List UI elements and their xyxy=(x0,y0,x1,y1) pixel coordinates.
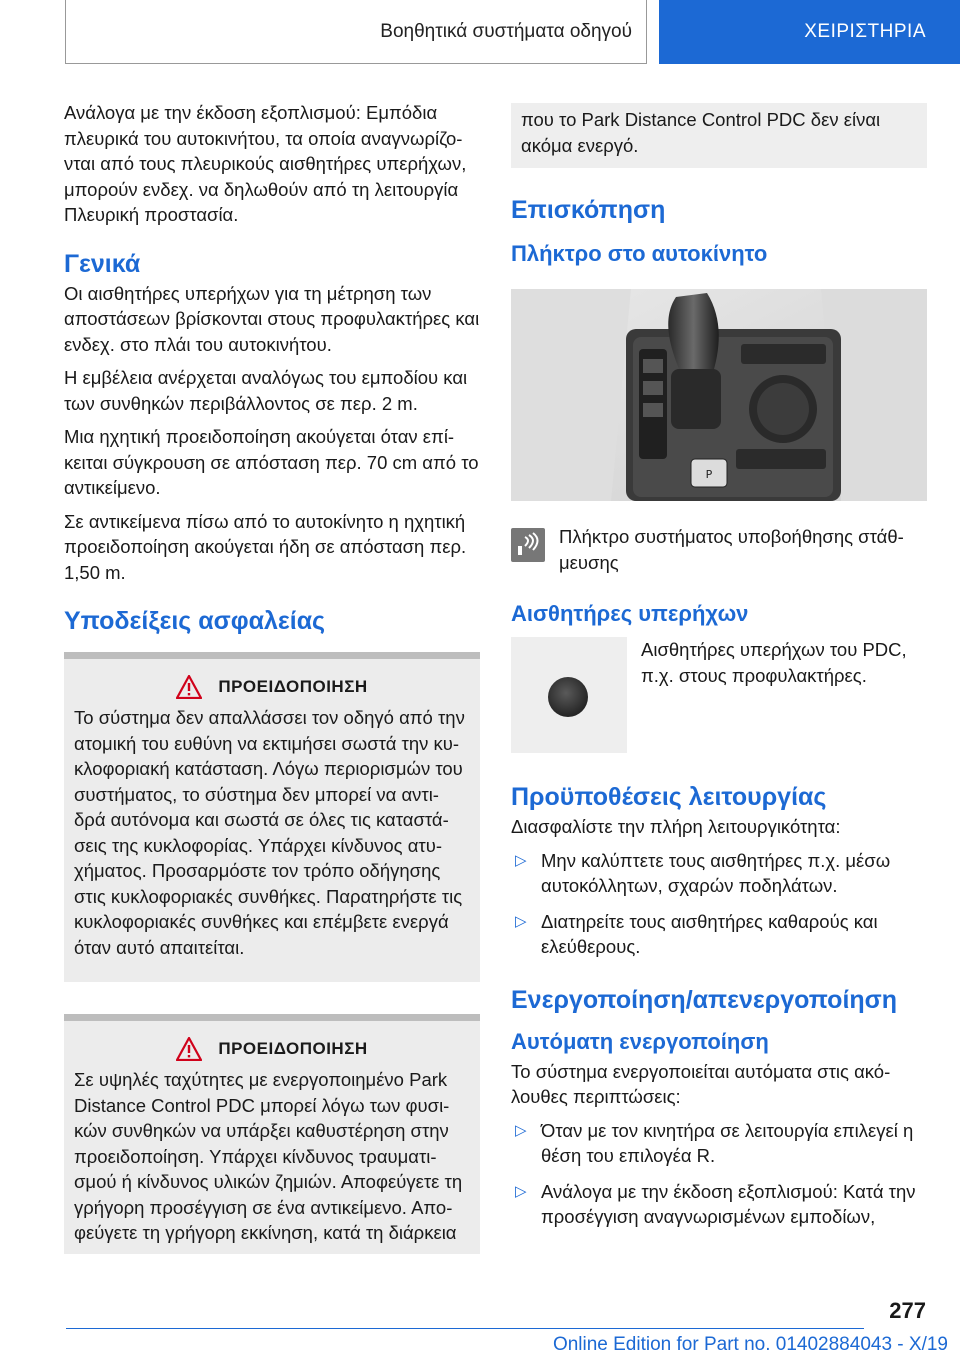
auto-intro: Το σύστημα ενεργοποιείται αυτόματα στις ακό-λουθες περιπτώσεις: xyxy=(511,1060,891,1107)
general-heading: Γενικά xyxy=(64,249,141,278)
preconditions-intro: Διασφαλίστε την πλήρη λειτουργικότητα: xyxy=(511,816,841,837)
warning-triangle-icon xyxy=(176,675,202,699)
header-chapter-tab xyxy=(659,0,960,64)
continuation-box xyxy=(511,103,927,168)
activation-heading: Ενεργοποίηση/απενεργοποίηση xyxy=(511,985,898,1014)
sensors-caption: Αισθητήρες υπερήχων του PDC, π.χ. στους προφυλακτήρες. xyxy=(641,639,907,686)
auto-list xyxy=(511,1118,927,1230)
page-number: 277 xyxy=(889,1298,926,1323)
continuation-text: που το Park Distance Control PDC δεν είναι ακόμα ενεργό. xyxy=(521,109,881,156)
parking-assist-icon xyxy=(511,528,545,562)
center-console-photo xyxy=(511,289,927,501)
header-section-text: Βοηθητικά συστήματα οδηγού xyxy=(380,20,632,42)
general-paragraph-2: Η εμβέλεια ανέρχεται αναλόγως του εμποδίου και των συνθηκών περιβάλλοντος σε περ. 2 m. xyxy=(64,367,468,414)
left-column xyxy=(64,100,480,1254)
bullet-marker: ▷ xyxy=(515,851,527,869)
warning-triangle-icon xyxy=(176,1037,202,1061)
button-caption-row xyxy=(511,524,927,583)
warning-title-2: ΠΡΟΕΙΔΟΠΟΙΗΣΗ xyxy=(218,1039,368,1058)
warning-title-row-2 xyxy=(74,1037,470,1061)
overview-heading: Επισκόπηση xyxy=(511,196,666,224)
bullet-marker: ▷ xyxy=(515,1121,527,1139)
warning-box-2 xyxy=(64,1014,480,1254)
auto-heading: Αυτόματη ενεργοποίηση xyxy=(511,1028,769,1054)
list-item: ▷ Όταν με τον κινητήρα σε λειτουργία επιλεγεί η θέση του επιλογέα R. xyxy=(515,1119,914,1166)
warning-text-2: Σε υψηλές ταχύτητες με ενεργοποιημένο Park Distance Control PDC μπορεί λόγω των φυσι-κών συνθηκών να υπάρξει καθυστέρηση στην προειδοποίηση. Υπάρχει κίνδυνος τραυματι-σμού ή κίνδυνος υλικών ζημιών. Αποφεύγετε τη γρήγορη προσέγγιση σε ένα αντικείμενο. Απο-φεύγετε τη γρήγορη εκκίνηση, κατά τη διάρκεια xyxy=(74,1069,463,1243)
warning-text-1: Το σύστημα δεν απαλλάσσει τον οδηγό από την ατομική του ευθύνη να εκτιμήσει σωστά την κυ-κλοφοριακή κατάσταση. Λόγω περιορισμών του συστήματος, το σύστημα δεν μπορεί να αντι-δρά αυτόνομα και σωστά σε όλες τις καταστά-σεις της κυκλοφορίας. Υπάρχει κίνδυνος ατυ-χήματος. Προσαρμόστε τον τρόπο οδήγησης στις κυκλοφοριακές συνθήκες. Παρατηρήστε τις κυκλοφοριακές συνθήκες και επέμβετε ενεργά όταν αυτό απαιτείται. xyxy=(74,707,465,958)
list-item: ▷ Διατηρείτε τους αισθητήρες καθαρούς και ελεύθερους. xyxy=(515,910,878,957)
preconditions-heading: Προϋποθέσεις λειτουργίας xyxy=(511,783,827,811)
footer-edition: Online Edition for Part no. 01402884043 - X/19 xyxy=(552,1334,948,1355)
bullet-marker: ▷ xyxy=(515,912,527,930)
general-paragraph-4: Σε αντικείμενα πίσω από το αυτοκίνητο η ηχητική προειδοποίηση ακούγεται ήδη σε απόσταση περ. 1,50 m. xyxy=(64,510,467,583)
warning-title-row-1 xyxy=(74,675,470,699)
button-heading: Πλήκτρο στο αυτοκίνητο xyxy=(511,241,768,266)
right-column xyxy=(511,103,927,1240)
footer-divider xyxy=(66,1328,864,1329)
preconditions-list xyxy=(511,848,927,960)
sensor-row xyxy=(511,637,927,753)
general-paragraph-1: Οι αισθητήρες υπερήχων για τη μέτρηση των αποστάσεων βρίσκονται στους προφυλακτήρες και ενδεχ. στο πλάι του αυτοκινήτου. xyxy=(64,282,480,355)
list-item: ▷ Μην καλύπτετε τους αισθητήρες π.χ. μέσω αυτοκόλλητων, σχαρών ποδηλάτων. xyxy=(515,849,891,896)
sensors-heading: Αισθητήρες υπερήχων xyxy=(511,601,749,626)
bullet-marker: ▷ xyxy=(515,1182,527,1200)
warning-title-1: ΠΡΟΕΙΔΟΠΟΙΗΣΗ xyxy=(218,677,368,696)
list-item: ▷ Ανάλογα με την έκδοση εξοπλισμού: Κατά την προσέγγιση αναγνωρισμένων εμποδίων, xyxy=(515,1180,916,1227)
header-chapter-text: ΧΕΙΡΙΣΤΗΡΙΑ xyxy=(804,21,926,42)
svg-text:P: P xyxy=(705,468,713,481)
safety-heading: Υποδείξεις ασφαλείας xyxy=(64,607,326,635)
header-section-title xyxy=(65,0,647,64)
intro-paragraph: Ανάλογα με την έκδοση εξοπλισμού: Εμπόδια πλευρικά του αυτοκινήτου, τα οποία αναγνωρίζο-νται από τους πλευρικούς αισθητήρες υπερήχων, μπορούν ενδεχ. να δηλωθούν από τη λειτουργία Πλευρική προστασία. xyxy=(64,102,467,225)
button-caption: Πλήκτρο συστήματος υποβοήθησης στάθ-μευσης xyxy=(559,526,904,573)
sensor-dot xyxy=(548,677,588,717)
ultrasonic-sensor-photo xyxy=(511,637,627,753)
general-paragraph-3: Μια ηχητική προειδοποίηση ακούγεται όταν επί-κειται σύγκρουση σε απόσταση περ. 70 cm από το αντικείμενο. xyxy=(64,426,479,498)
warning-box-1 xyxy=(64,652,480,982)
